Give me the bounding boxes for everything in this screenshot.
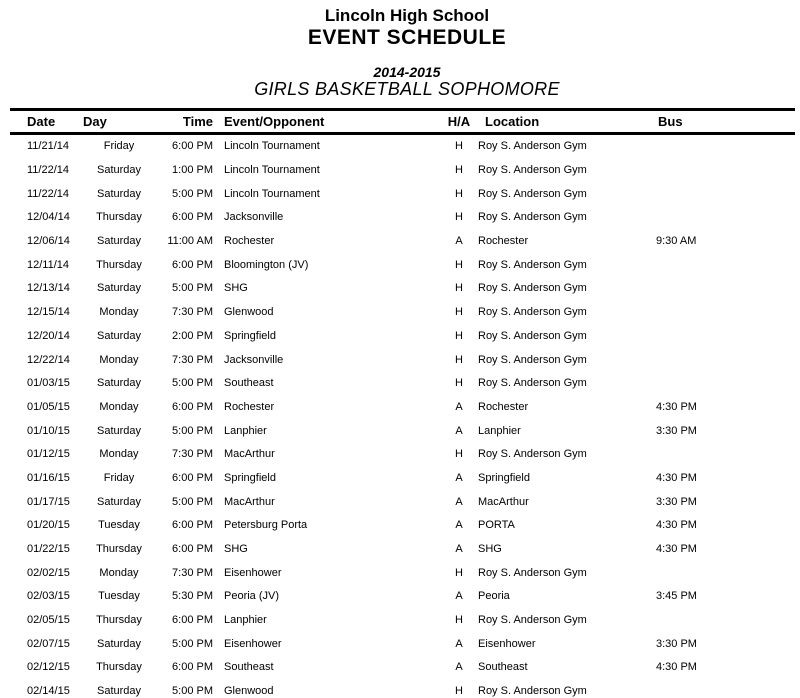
time-cell: 6:00 PM bbox=[172, 140, 213, 153]
date-cell: 01/17/15 bbox=[27, 495, 70, 508]
location-cell: Roy S. Anderson Gym bbox=[478, 685, 587, 698]
home-away-cell: H bbox=[455, 566, 463, 579]
event-opponent-cell: SHG bbox=[224, 282, 248, 295]
event-opponent-cell: Eisenhower bbox=[224, 566, 282, 579]
school-name: Lincoln High School bbox=[324, 6, 490, 25]
location-cell: Roy S. Anderson Gym bbox=[478, 258, 587, 271]
day-cell: Thursday bbox=[96, 543, 142, 556]
schedule-row bbox=[0, 229, 800, 253]
bus-time-cell: 4:30 PM bbox=[656, 661, 697, 674]
date-cell: 02/12/15 bbox=[27, 661, 70, 674]
home-away-cell: H bbox=[455, 164, 463, 177]
column-header-location: Location bbox=[485, 114, 540, 129]
table-header-row bbox=[0, 111, 800, 132]
date-cell: 01/05/15 bbox=[27, 400, 70, 413]
time-cell: 5:00 PM bbox=[172, 377, 213, 390]
schedule-row bbox=[0, 514, 800, 538]
day-cell: Saturday bbox=[96, 377, 142, 390]
day-cell: Thursday bbox=[96, 614, 142, 627]
date-cell: 12/06/14 bbox=[27, 235, 70, 248]
time-cell: 5:00 PM bbox=[172, 424, 213, 437]
event-opponent-cell: Glenwood bbox=[224, 685, 274, 698]
time-cell: 1:00 PM bbox=[172, 164, 213, 177]
time-cell: 11:00 AM bbox=[167, 235, 213, 248]
date-cell: 02/03/15 bbox=[27, 590, 70, 603]
schedule-row bbox=[0, 135, 800, 159]
schedule-row bbox=[0, 371, 800, 395]
document-header bbox=[0, 6, 800, 99]
schedule-row bbox=[0, 182, 800, 206]
column-header-event-opponent: Event/Opponent bbox=[224, 114, 325, 129]
schedule-row bbox=[0, 561, 800, 585]
day-cell: Tuesday bbox=[98, 519, 140, 532]
date-cell: 01/10/15 bbox=[27, 424, 70, 437]
time-cell: 7:30 PM bbox=[172, 448, 213, 461]
day-cell: Saturday bbox=[96, 637, 142, 650]
home-away-cell: A bbox=[455, 637, 463, 650]
day-cell: Monday bbox=[99, 566, 139, 579]
day-cell: Thursday bbox=[96, 211, 142, 224]
event-opponent-cell: Lincoln Tournament bbox=[224, 164, 320, 177]
home-away-cell: H bbox=[455, 258, 463, 271]
location-cell: Roy S. Anderson Gym bbox=[478, 566, 587, 579]
home-away-cell: H bbox=[455, 448, 463, 461]
time-cell: 6:00 PM bbox=[172, 661, 213, 674]
column-header-home-away: H/A bbox=[447, 114, 471, 129]
schedule-table-body bbox=[0, 135, 800, 698]
team-name: GIRLS BASKETBALL SOPHOMORE bbox=[254, 79, 560, 99]
location-cell: Roy S. Anderson Gym bbox=[478, 329, 587, 342]
home-away-cell: A bbox=[455, 235, 463, 248]
time-cell: 5:30 PM bbox=[172, 590, 213, 603]
day-cell: Monday bbox=[99, 448, 139, 461]
schedule-row bbox=[0, 656, 800, 680]
day-cell: Monday bbox=[99, 306, 139, 319]
location-cell: Roy S. Anderson Gym bbox=[478, 282, 587, 295]
event-opponent-cell: MacArthur bbox=[224, 495, 275, 508]
schedule-row bbox=[0, 158, 800, 182]
location-cell: SHG bbox=[478, 543, 502, 556]
date-cell: 01/03/15 bbox=[27, 377, 70, 390]
schedule-row bbox=[0, 537, 800, 561]
season-label: 2014-2015 bbox=[373, 64, 441, 80]
bus-time-cell: 4:30 PM bbox=[656, 400, 697, 413]
date-cell: 02/05/15 bbox=[27, 614, 70, 627]
event-opponent-cell: Rochester bbox=[224, 400, 275, 413]
schedule-row bbox=[0, 300, 800, 324]
time-cell: 7:30 PM bbox=[172, 566, 213, 579]
event-opponent-cell: MacArthur bbox=[224, 448, 275, 461]
location-cell: Southeast bbox=[478, 661, 528, 674]
event-opponent-cell: Lanphier bbox=[224, 614, 267, 627]
time-cell: 6:00 PM bbox=[172, 258, 213, 271]
time-cell: 7:30 PM bbox=[172, 306, 213, 319]
home-away-cell: A bbox=[455, 519, 463, 532]
time-cell: 5:00 PM bbox=[172, 685, 213, 698]
location-cell: Springfield bbox=[478, 471, 530, 484]
location-cell: Rochester bbox=[478, 400, 529, 413]
time-cell: 6:00 PM bbox=[172, 471, 213, 484]
bus-time-cell: 3:45 PM bbox=[656, 590, 697, 603]
location-cell: Roy S. Anderson Gym bbox=[478, 377, 587, 390]
location-cell: MacArthur bbox=[478, 495, 529, 508]
event-opponent-cell: Bloomington (JV) bbox=[224, 258, 309, 271]
day-cell: Saturday bbox=[96, 187, 142, 200]
event-opponent-cell: Peoria (JV) bbox=[224, 590, 280, 603]
home-away-cell: A bbox=[455, 400, 463, 413]
event-opponent-cell: Springfield bbox=[224, 329, 276, 342]
date-cell: 01/20/15 bbox=[27, 519, 70, 532]
time-cell: 5:00 PM bbox=[172, 637, 213, 650]
location-cell: Roy S. Anderson Gym bbox=[478, 140, 587, 153]
date-cell: 12/22/14 bbox=[27, 353, 70, 366]
column-header-time: Time bbox=[182, 114, 213, 129]
location-cell: Roy S. Anderson Gym bbox=[478, 448, 587, 461]
bus-time-cell: 3:30 PM bbox=[656, 637, 697, 650]
home-away-cell: A bbox=[455, 471, 463, 484]
day-cell: Thursday bbox=[96, 258, 142, 271]
time-cell: 5:00 PM bbox=[172, 495, 213, 508]
date-cell: 01/22/15 bbox=[27, 543, 70, 556]
home-away-cell: A bbox=[455, 543, 463, 556]
day-cell: Saturday bbox=[96, 164, 142, 177]
day-cell: Saturday bbox=[96, 685, 142, 698]
time-cell: 6:00 PM bbox=[172, 543, 213, 556]
home-away-cell: H bbox=[455, 282, 463, 295]
day-cell: Tuesday bbox=[98, 590, 140, 603]
home-away-cell: A bbox=[455, 590, 463, 603]
home-away-cell: H bbox=[455, 614, 463, 627]
home-away-cell: H bbox=[455, 685, 463, 698]
home-away-cell: H bbox=[455, 211, 463, 224]
schedule-row bbox=[0, 395, 800, 419]
day-cell: Saturday bbox=[96, 424, 142, 437]
day-cell: Saturday bbox=[96, 329, 142, 342]
schedule-row bbox=[0, 253, 800, 277]
column-header-bus: Bus bbox=[658, 114, 683, 129]
column-header-day: Day bbox=[83, 114, 107, 129]
bus-time-cell: 3:30 PM bbox=[656, 424, 697, 437]
time-cell: 6:00 PM bbox=[172, 614, 213, 627]
location-cell: PORTA bbox=[478, 519, 515, 532]
date-cell: 11/22/14 bbox=[27, 164, 70, 177]
event-opponent-cell: Springfield bbox=[224, 471, 276, 484]
event-opponent-cell: Rochester bbox=[224, 235, 275, 248]
time-cell: 6:00 PM bbox=[172, 211, 213, 224]
time-cell: 7:30 PM bbox=[172, 353, 213, 366]
date-cell: 12/11/14 bbox=[27, 258, 70, 271]
date-cell: 12/15/14 bbox=[27, 306, 70, 319]
schedule-row bbox=[0, 679, 800, 698]
date-cell: 02/02/15 bbox=[27, 566, 70, 579]
date-cell: 11/21/14 bbox=[27, 140, 70, 153]
event-opponent-cell: Petersburg Porta bbox=[224, 519, 308, 532]
schedule-row bbox=[0, 490, 800, 514]
date-cell: 01/12/15 bbox=[27, 448, 70, 461]
location-cell: Roy S. Anderson Gym bbox=[478, 614, 587, 627]
day-cell: Friday bbox=[103, 471, 135, 484]
schedule-row bbox=[0, 466, 800, 490]
day-cell: Friday bbox=[103, 140, 135, 153]
day-cell: Saturday bbox=[96, 235, 142, 248]
home-away-cell: H bbox=[455, 306, 463, 319]
day-cell: Saturday bbox=[96, 495, 142, 508]
date-cell: 02/07/15 bbox=[27, 637, 70, 650]
home-away-cell: H bbox=[455, 140, 463, 153]
date-cell: 01/16/15 bbox=[27, 471, 70, 484]
home-away-cell: H bbox=[455, 329, 463, 342]
schedule-row bbox=[0, 608, 800, 632]
schedule-row bbox=[0, 348, 800, 372]
location-cell: Lanphier bbox=[478, 424, 521, 437]
event-opponent-cell: SHG bbox=[224, 543, 248, 556]
location-cell: Roy S. Anderson Gym bbox=[478, 211, 587, 224]
location-cell: Roy S. Anderson Gym bbox=[478, 164, 587, 177]
event-opponent-cell: Jacksonville bbox=[224, 353, 284, 366]
home-away-cell: A bbox=[455, 661, 463, 674]
home-away-cell: H bbox=[455, 377, 463, 390]
event-schedule-document bbox=[0, 6, 800, 698]
schedule-row bbox=[0, 419, 800, 443]
location-cell: Eisenhower bbox=[478, 637, 536, 650]
bus-time-cell: 4:30 PM bbox=[656, 543, 697, 556]
event-opponent-cell: Jacksonville bbox=[224, 211, 284, 224]
document-title: EVENT SCHEDULE bbox=[307, 26, 507, 49]
bus-time-cell: 4:30 PM bbox=[656, 519, 697, 532]
event-opponent-cell: Lincoln Tournament bbox=[224, 140, 320, 153]
date-cell: 12/04/14 bbox=[27, 211, 70, 224]
schedule-row bbox=[0, 632, 800, 656]
event-opponent-cell: Lincoln Tournament bbox=[224, 187, 320, 200]
home-away-cell: H bbox=[455, 187, 463, 200]
time-cell: 6:00 PM bbox=[172, 400, 213, 413]
time-cell: 5:00 PM bbox=[172, 187, 213, 200]
home-away-cell: A bbox=[455, 495, 463, 508]
event-opponent-cell: Southeast bbox=[224, 661, 274, 674]
event-opponent-cell: Eisenhower bbox=[224, 637, 282, 650]
column-header-date: Date bbox=[27, 114, 56, 129]
time-cell: 5:00 PM bbox=[172, 282, 213, 295]
time-cell: 2:00 PM bbox=[172, 329, 213, 342]
event-opponent-cell: Southeast bbox=[224, 377, 274, 390]
date-cell: 12/20/14 bbox=[27, 329, 70, 342]
schedule-row bbox=[0, 585, 800, 609]
schedule-row bbox=[0, 442, 800, 466]
day-cell: Monday bbox=[99, 400, 139, 413]
bus-time-cell: 4:30 PM bbox=[656, 471, 697, 484]
day-cell: Thursday bbox=[96, 661, 142, 674]
location-cell: Roy S. Anderson Gym bbox=[478, 187, 587, 200]
event-opponent-cell: Glenwood bbox=[224, 306, 274, 319]
schedule-row bbox=[0, 277, 800, 301]
day-cell: Monday bbox=[99, 353, 139, 366]
schedule-row bbox=[0, 206, 800, 230]
location-cell: Rochester bbox=[478, 235, 529, 248]
bus-time-cell: 9:30 AM bbox=[656, 235, 697, 248]
date-cell: 11/22/14 bbox=[27, 187, 70, 200]
time-cell: 6:00 PM bbox=[172, 519, 213, 532]
event-opponent-cell: Lanphier bbox=[224, 424, 267, 437]
home-away-cell: A bbox=[455, 424, 463, 437]
location-cell: Peoria bbox=[478, 590, 510, 603]
date-cell: 02/14/15 bbox=[27, 685, 70, 698]
location-cell: Roy S. Anderson Gym bbox=[478, 353, 587, 366]
bus-time-cell: 3:30 PM bbox=[656, 495, 697, 508]
home-away-cell: H bbox=[455, 353, 463, 366]
date-cell: 12/13/14 bbox=[27, 282, 70, 295]
day-cell: Saturday bbox=[96, 282, 142, 295]
schedule-row bbox=[0, 324, 800, 348]
location-cell: Roy S. Anderson Gym bbox=[478, 306, 587, 319]
